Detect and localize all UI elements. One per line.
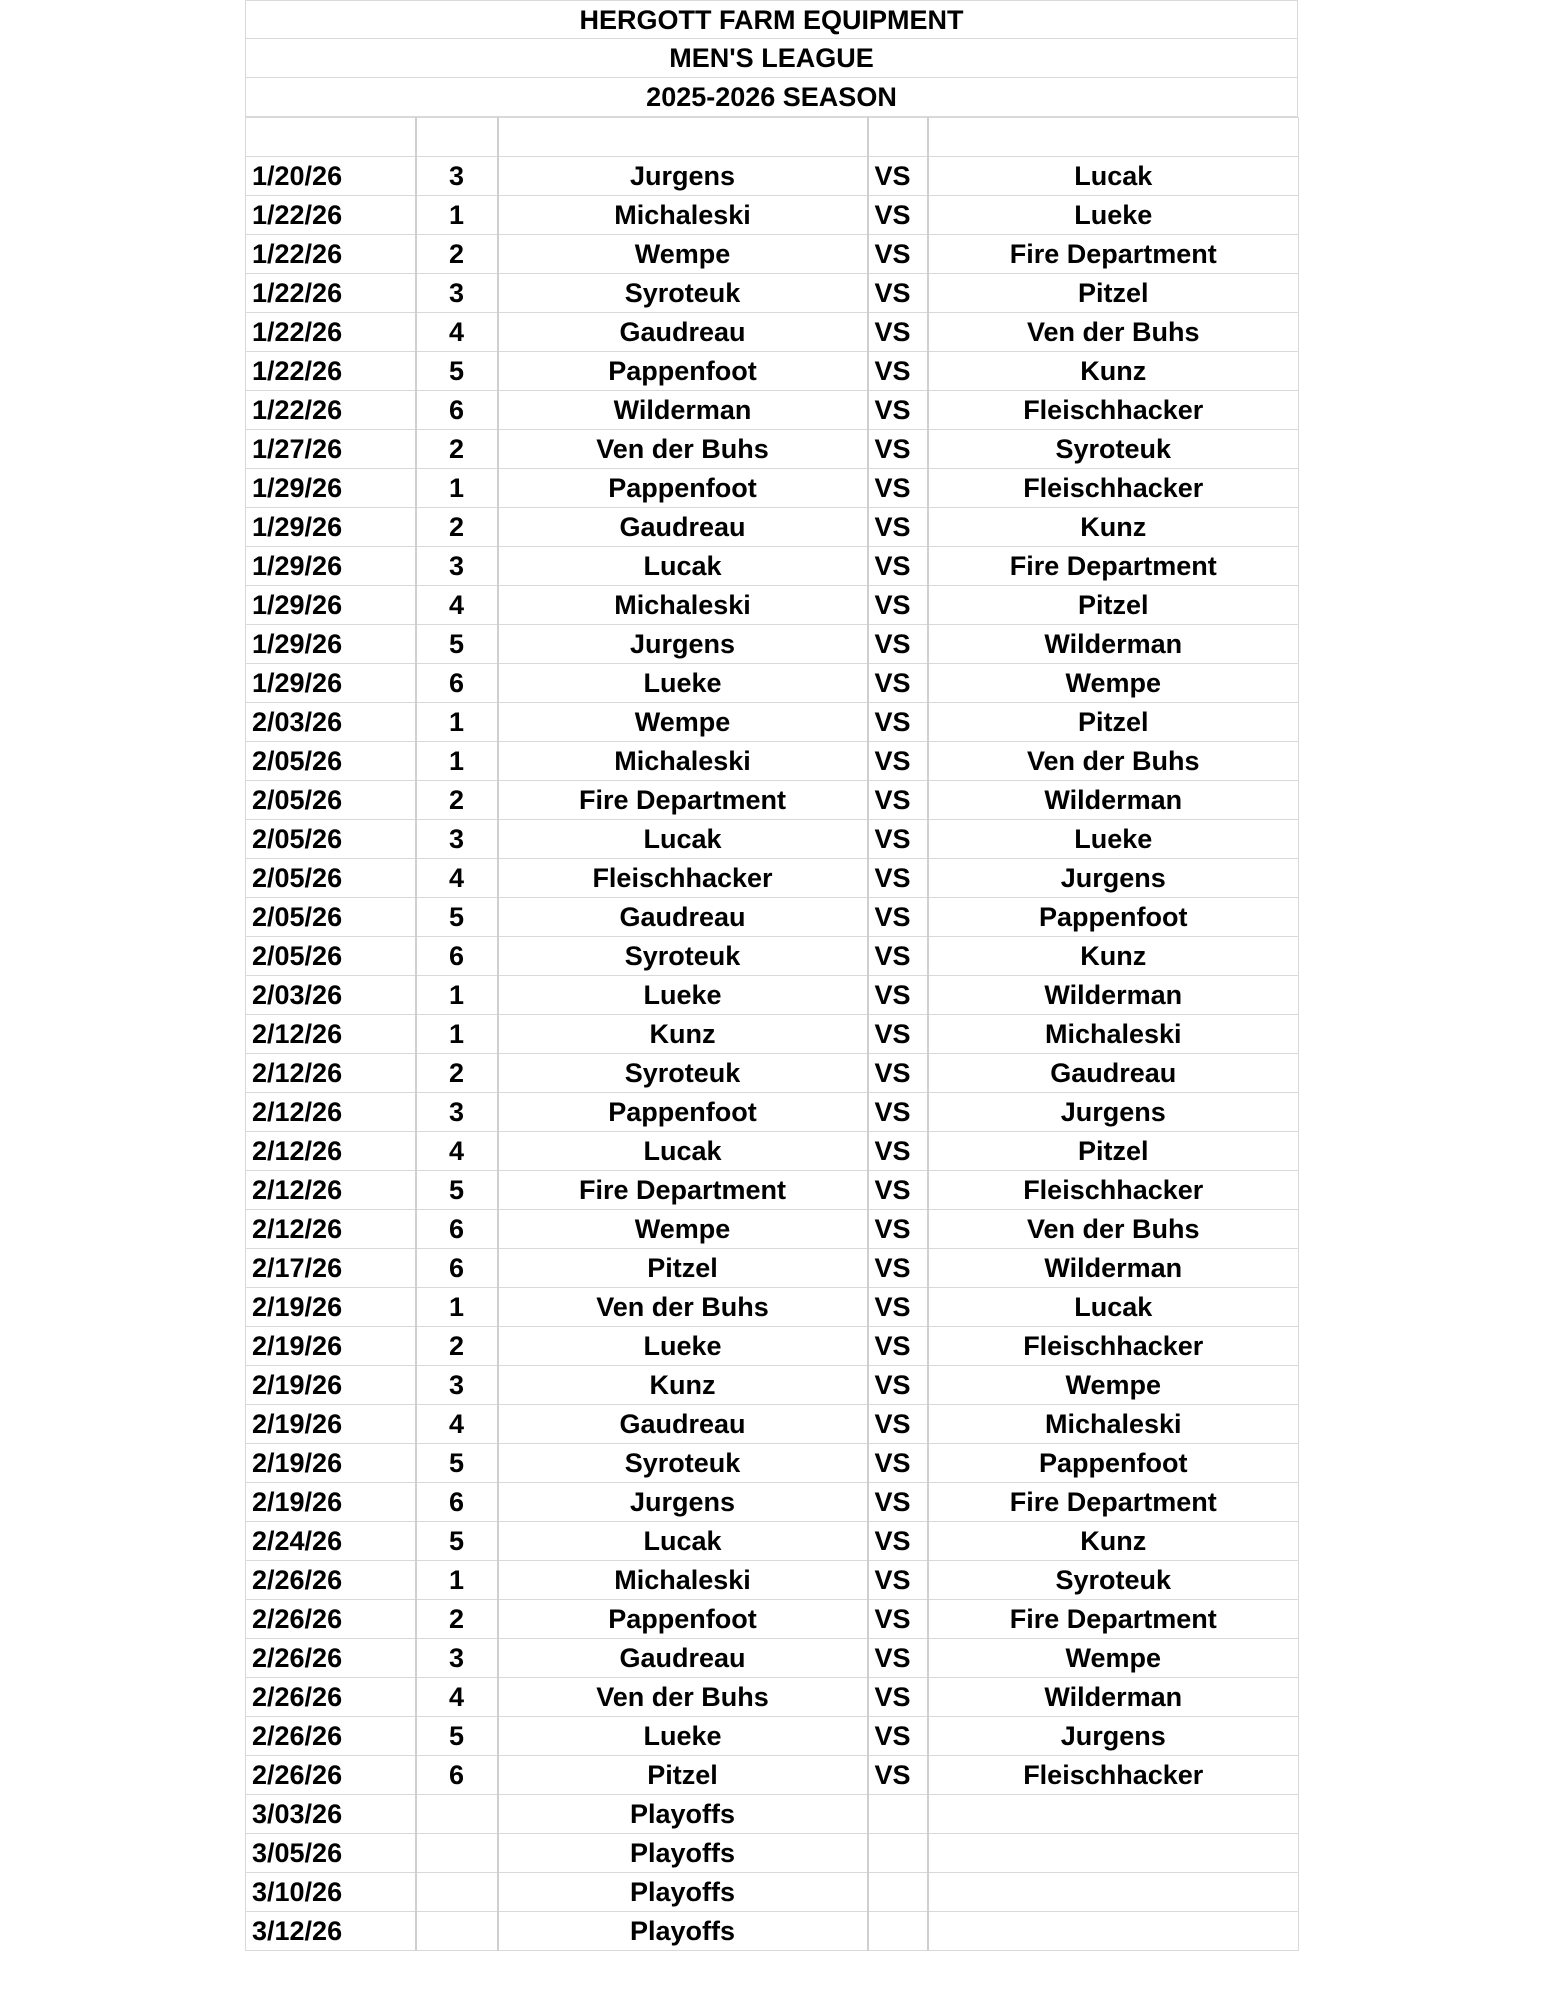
vs-label: VS — [868, 586, 928, 625]
home-team: Kunz — [498, 1015, 868, 1054]
schedule-row — [246, 937, 1299, 976]
vs-label: VS — [868, 1327, 928, 1366]
vs-label: VS — [868, 352, 928, 391]
game-field: 4 — [416, 1132, 498, 1171]
game-date: 3/03/26 — [246, 1795, 416, 1834]
schedule-row — [246, 742, 1299, 781]
home-team: Lucak — [498, 1132, 868, 1171]
away-team: Ven der Buhs — [928, 1210, 1299, 1249]
blank-cell — [246, 118, 416, 157]
home-team: Lueke — [498, 1327, 868, 1366]
game-field: 6 — [416, 1210, 498, 1249]
away-team: Lueke — [928, 820, 1299, 859]
home-team: Fleischhacker — [498, 859, 868, 898]
away-team: Pitzel — [928, 1132, 1299, 1171]
game-field: 2 — [416, 508, 498, 547]
vs-label: VS — [868, 391, 928, 430]
game-date: 2/19/26 — [246, 1288, 416, 1327]
away-team: Fleischhacker — [928, 1171, 1299, 1210]
vs-label: VS — [868, 820, 928, 859]
away-team: Pappenfoot — [928, 898, 1299, 937]
home-team: Kunz — [498, 1366, 868, 1405]
game-date: 2/19/26 — [246, 1405, 416, 1444]
game-field: 1 — [416, 1015, 498, 1054]
away-team: Kunz — [928, 352, 1299, 391]
home-team: Pappenfoot — [498, 469, 868, 508]
schedule-row — [246, 1327, 1299, 1366]
game-field: 3 — [416, 274, 498, 313]
game-field: 3 — [416, 1093, 498, 1132]
game-date: 1/27/26 — [246, 430, 416, 469]
game-field: 2 — [416, 1600, 498, 1639]
home-team: Michaleski — [498, 1561, 868, 1600]
home-team: Fire Department — [498, 1171, 868, 1210]
game-date: 1/29/26 — [246, 469, 416, 508]
vs-label: VS — [868, 1600, 928, 1639]
game-field: 3 — [416, 157, 498, 196]
vs-label: VS — [868, 1132, 928, 1171]
vs-label: VS — [868, 274, 928, 313]
home-team: Wempe — [498, 235, 868, 274]
schedule-row — [246, 976, 1299, 1015]
schedule-row — [246, 196, 1299, 235]
game-date: 2/26/26 — [246, 1600, 416, 1639]
vs-label: VS — [868, 1483, 928, 1522]
vs-label: VS — [868, 859, 928, 898]
schedule-row — [246, 1249, 1299, 1288]
away-team: Fire Department — [928, 1483, 1299, 1522]
schedule-table — [245, 117, 1299, 1951]
vs-label: VS — [868, 1678, 928, 1717]
blank-cell — [416, 118, 498, 157]
home-team: Wilderman — [498, 391, 868, 430]
home-team: Lueke — [498, 976, 868, 1015]
game-date: 2/12/26 — [246, 1171, 416, 1210]
vs-label: VS — [868, 508, 928, 547]
away-team: Kunz — [928, 937, 1299, 976]
home-team: Lucak — [498, 1522, 868, 1561]
schedule-row — [246, 1405, 1299, 1444]
away-team: Fleischhacker — [928, 1327, 1299, 1366]
game-date: 2/26/26 — [246, 1678, 416, 1717]
vs-label: VS — [868, 703, 928, 742]
vs-label: VS — [868, 742, 928, 781]
away-team: Pappenfoot — [928, 1444, 1299, 1483]
vs-label — [868, 1873, 928, 1912]
home-team: Wempe — [498, 1210, 868, 1249]
away-team: Jurgens — [928, 1093, 1299, 1132]
game-field: 6 — [416, 1249, 498, 1288]
home-team: Pitzel — [498, 1249, 868, 1288]
home-team: Lucak — [498, 547, 868, 586]
schedule-row — [246, 820, 1299, 859]
home-team: Pappenfoot — [498, 352, 868, 391]
title-company: HERGOTT FARM EQUIPMENT — [245, 0, 1298, 39]
game-date: 2/26/26 — [246, 1561, 416, 1600]
away-team: Fleischhacker — [928, 469, 1299, 508]
schedule-row — [246, 1444, 1299, 1483]
vs-label: VS — [868, 664, 928, 703]
home-team: Playoffs — [498, 1912, 868, 1951]
game-date: 2/19/26 — [246, 1366, 416, 1405]
game-field: 5 — [416, 898, 498, 937]
away-team: Wilderman — [928, 1249, 1299, 1288]
game-field — [416, 1834, 498, 1873]
game-field: 2 — [416, 430, 498, 469]
away-team: Fire Department — [928, 1600, 1299, 1639]
schedule-row — [246, 586, 1299, 625]
home-team: Jurgens — [498, 157, 868, 196]
game-date: 2/12/26 — [246, 1015, 416, 1054]
away-team: Kunz — [928, 1522, 1299, 1561]
away-team: Pitzel — [928, 586, 1299, 625]
game-field: 6 — [416, 1483, 498, 1522]
vs-label: VS — [868, 1093, 928, 1132]
game-field: 5 — [416, 352, 498, 391]
vs-label: VS — [868, 1171, 928, 1210]
schedule-row — [246, 313, 1299, 352]
game-field: 1 — [416, 703, 498, 742]
game-date: 1/29/26 — [246, 508, 416, 547]
game-date: 2/05/26 — [246, 937, 416, 976]
home-team: Ven der Buhs — [498, 1678, 868, 1717]
home-team: Wempe — [498, 703, 868, 742]
home-team: Lueke — [498, 1717, 868, 1756]
game-field: 6 — [416, 1756, 498, 1795]
away-team: Wilderman — [928, 625, 1299, 664]
vs-label: VS — [868, 430, 928, 469]
home-team: Gaudreau — [498, 1405, 868, 1444]
schedule-row — [246, 1834, 1299, 1873]
schedule-row — [246, 1366, 1299, 1405]
away-team: Jurgens — [928, 859, 1299, 898]
vs-label — [868, 1912, 928, 1951]
vs-label: VS — [868, 781, 928, 820]
schedule-row — [246, 508, 1299, 547]
vs-label: VS — [868, 937, 928, 976]
schedule-row — [246, 391, 1299, 430]
game-field: 3 — [416, 1639, 498, 1678]
game-date: 2/24/26 — [246, 1522, 416, 1561]
home-team: Michaleski — [498, 196, 868, 235]
game-date: 2/17/26 — [246, 1249, 416, 1288]
game-field: 4 — [416, 313, 498, 352]
home-team: Playoffs — [498, 1795, 868, 1834]
game-field: 1 — [416, 1561, 498, 1600]
vs-label: VS — [868, 196, 928, 235]
game-field: 5 — [416, 1522, 498, 1561]
schedule-row — [246, 859, 1299, 898]
vs-label: VS — [868, 625, 928, 664]
home-team: Pitzel — [498, 1756, 868, 1795]
away-team — [928, 1873, 1299, 1912]
game-field: 4 — [416, 1405, 498, 1444]
game-date: 1/29/26 — [246, 625, 416, 664]
game-field: 5 — [416, 1171, 498, 1210]
game-date: 2/26/26 — [246, 1717, 416, 1756]
game-date: 2/05/26 — [246, 742, 416, 781]
schedule-row — [246, 1912, 1299, 1951]
game-date: 1/22/26 — [246, 235, 416, 274]
game-date: 1/22/26 — [246, 274, 416, 313]
game-date: 2/12/26 — [246, 1210, 416, 1249]
game-field: 1 — [416, 976, 498, 1015]
game-field: 2 — [416, 1327, 498, 1366]
home-team: Gaudreau — [498, 313, 868, 352]
game-date: 1/22/26 — [246, 352, 416, 391]
game-field — [416, 1795, 498, 1834]
game-date: 1/29/26 — [246, 547, 416, 586]
home-team: Gaudreau — [498, 508, 868, 547]
schedule-row — [246, 1561, 1299, 1600]
schedule-row — [246, 1483, 1299, 1522]
schedule-row — [246, 1054, 1299, 1093]
game-date: 2/05/26 — [246, 820, 416, 859]
away-team: Wempe — [928, 1366, 1299, 1405]
game-date: 3/05/26 — [246, 1834, 416, 1873]
vs-label: VS — [868, 1054, 928, 1093]
game-date: 2/19/26 — [246, 1483, 416, 1522]
home-team: Jurgens — [498, 1483, 868, 1522]
vs-label — [868, 1795, 928, 1834]
schedule-row — [246, 469, 1299, 508]
away-team: Jurgens — [928, 1717, 1299, 1756]
home-team: Fire Department — [498, 781, 868, 820]
game-field: 4 — [416, 859, 498, 898]
game-date: 1/22/26 — [246, 391, 416, 430]
game-field: 3 — [416, 547, 498, 586]
game-date: 2/05/26 — [246, 781, 416, 820]
vs-label: VS — [868, 1015, 928, 1054]
away-team: Fleischhacker — [928, 391, 1299, 430]
away-team: Fire Department — [928, 235, 1299, 274]
game-date: 2/26/26 — [246, 1639, 416, 1678]
game-field — [416, 1873, 498, 1912]
away-team: Wempe — [928, 664, 1299, 703]
away-team: Lueke — [928, 196, 1299, 235]
home-team: Pappenfoot — [498, 1093, 868, 1132]
vs-label: VS — [868, 1366, 928, 1405]
game-date: 2/19/26 — [246, 1327, 416, 1366]
vs-label: VS — [868, 1717, 928, 1756]
schedule-row — [246, 1678, 1299, 1717]
vs-label: VS — [868, 898, 928, 937]
game-field: 4 — [416, 1678, 498, 1717]
away-team: Wilderman — [928, 781, 1299, 820]
vs-label: VS — [868, 1561, 928, 1600]
game-field: 1 — [416, 469, 498, 508]
game-field: 5 — [416, 625, 498, 664]
away-team: Wempe — [928, 1639, 1299, 1678]
game-date: 3/12/26 — [246, 1912, 416, 1951]
home-team: Michaleski — [498, 586, 868, 625]
schedule-row — [246, 1873, 1299, 1912]
game-date: 1/22/26 — [246, 196, 416, 235]
away-team: Kunz — [928, 508, 1299, 547]
game-field: 3 — [416, 1366, 498, 1405]
game-field: 2 — [416, 1054, 498, 1093]
vs-label: VS — [868, 469, 928, 508]
schedule-row — [246, 1717, 1299, 1756]
schedule-row — [246, 1288, 1299, 1327]
schedule-row — [246, 1132, 1299, 1171]
game-field: 1 — [416, 742, 498, 781]
vs-label: VS — [868, 1249, 928, 1288]
game-date: 1/29/26 — [246, 586, 416, 625]
vs-label: VS — [868, 976, 928, 1015]
away-team: Gaudreau — [928, 1054, 1299, 1093]
game-field — [416, 1912, 498, 1951]
vs-label: VS — [868, 1639, 928, 1678]
vs-label: VS — [868, 235, 928, 274]
game-field: 3 — [416, 820, 498, 859]
game-field: 6 — [416, 937, 498, 976]
game-field: 6 — [416, 391, 498, 430]
schedule-row — [246, 664, 1299, 703]
home-team: Syroteuk — [498, 937, 868, 976]
game-date: 2/05/26 — [246, 898, 416, 937]
game-date: 2/12/26 — [246, 1132, 416, 1171]
home-team: Gaudreau — [498, 1639, 868, 1678]
game-date: 1/20/26 — [246, 157, 416, 196]
schedule-row — [246, 703, 1299, 742]
vs-label: VS — [868, 157, 928, 196]
schedule-row — [246, 430, 1299, 469]
blank-cell — [928, 118, 1299, 157]
game-field: 4 — [416, 586, 498, 625]
schedule-row — [246, 1015, 1299, 1054]
home-team: Gaudreau — [498, 898, 868, 937]
away-team: Syroteuk — [928, 1561, 1299, 1600]
schedule-row — [246, 1639, 1299, 1678]
away-team — [928, 1795, 1299, 1834]
home-team: Jurgens — [498, 625, 868, 664]
away-team: Pitzel — [928, 274, 1299, 313]
home-team: Syroteuk — [498, 274, 868, 313]
title-league: MEN'S LEAGUE — [245, 39, 1298, 78]
game-field: 5 — [416, 1444, 498, 1483]
game-field: 6 — [416, 664, 498, 703]
game-date: 2/19/26 — [246, 1444, 416, 1483]
game-date: 2/12/26 — [246, 1093, 416, 1132]
schedule-row — [246, 1756, 1299, 1795]
away-team: Pitzel — [928, 703, 1299, 742]
vs-label — [868, 1834, 928, 1873]
vs-label: VS — [868, 1444, 928, 1483]
vs-label: VS — [868, 1405, 928, 1444]
vs-label: VS — [868, 313, 928, 352]
away-team: Wilderman — [928, 1678, 1299, 1717]
schedule-row — [246, 1522, 1299, 1561]
away-team: Fire Department — [928, 547, 1299, 586]
schedule-row — [246, 898, 1299, 937]
away-team: Michaleski — [928, 1015, 1299, 1054]
schedule-row — [246, 1093, 1299, 1132]
vs-label: VS — [868, 547, 928, 586]
home-team: Lucak — [498, 820, 868, 859]
away-team: Michaleski — [928, 1405, 1299, 1444]
home-team: Lueke — [498, 664, 868, 703]
home-team: Playoffs — [498, 1834, 868, 1873]
game-date: 1/29/26 — [246, 664, 416, 703]
away-team: Syroteuk — [928, 430, 1299, 469]
schedule-row — [246, 1600, 1299, 1639]
game-date: 2/03/26 — [246, 976, 416, 1015]
home-team: Ven der Buhs — [498, 430, 868, 469]
home-team: Pappenfoot — [498, 1600, 868, 1639]
game-date: 1/22/26 — [246, 313, 416, 352]
schedule-row — [246, 781, 1299, 820]
away-team: Lucak — [928, 1288, 1299, 1327]
vs-label: VS — [868, 1288, 928, 1327]
title-season: 2025-2026 SEASON — [245, 78, 1298, 117]
home-team: Syroteuk — [498, 1054, 868, 1093]
game-date: 2/12/26 — [246, 1054, 416, 1093]
blank-cell — [868, 118, 928, 157]
game-date: 2/03/26 — [246, 703, 416, 742]
away-team: Ven der Buhs — [928, 742, 1299, 781]
schedule-row — [246, 1795, 1299, 1834]
vs-label: VS — [868, 1756, 928, 1795]
game-field: 1 — [416, 196, 498, 235]
game-field: 2 — [416, 235, 498, 274]
schedule-row — [246, 352, 1299, 391]
away-team: Ven der Buhs — [928, 313, 1299, 352]
blank-cell — [498, 118, 868, 157]
schedule-row — [246, 157, 1299, 196]
away-team: Fleischhacker — [928, 1756, 1299, 1795]
schedule-row — [246, 547, 1299, 586]
schedule-row — [246, 625, 1299, 664]
vs-label: VS — [868, 1210, 928, 1249]
home-team: Michaleski — [498, 742, 868, 781]
schedule-row — [246, 1171, 1299, 1210]
game-field: 5 — [416, 1717, 498, 1756]
home-team: Ven der Buhs — [498, 1288, 868, 1327]
schedule-row — [246, 1210, 1299, 1249]
away-team: Lucak — [928, 157, 1299, 196]
game-date: 3/10/26 — [246, 1873, 416, 1912]
game-date: 2/05/26 — [246, 859, 416, 898]
home-team: Syroteuk — [498, 1444, 868, 1483]
schedule-sheet — [245, 0, 1298, 1951]
home-team: Playoffs — [498, 1873, 868, 1912]
vs-label: VS — [868, 1522, 928, 1561]
away-team: Wilderman — [928, 976, 1299, 1015]
away-team — [928, 1912, 1299, 1951]
blank-row — [246, 118, 1299, 157]
away-team — [928, 1834, 1299, 1873]
game-field: 2 — [416, 781, 498, 820]
schedule-row — [246, 235, 1299, 274]
schedule-row — [246, 274, 1299, 313]
game-date: 2/26/26 — [246, 1756, 416, 1795]
schedule-body — [246, 118, 1299, 1951]
game-field: 1 — [416, 1288, 498, 1327]
